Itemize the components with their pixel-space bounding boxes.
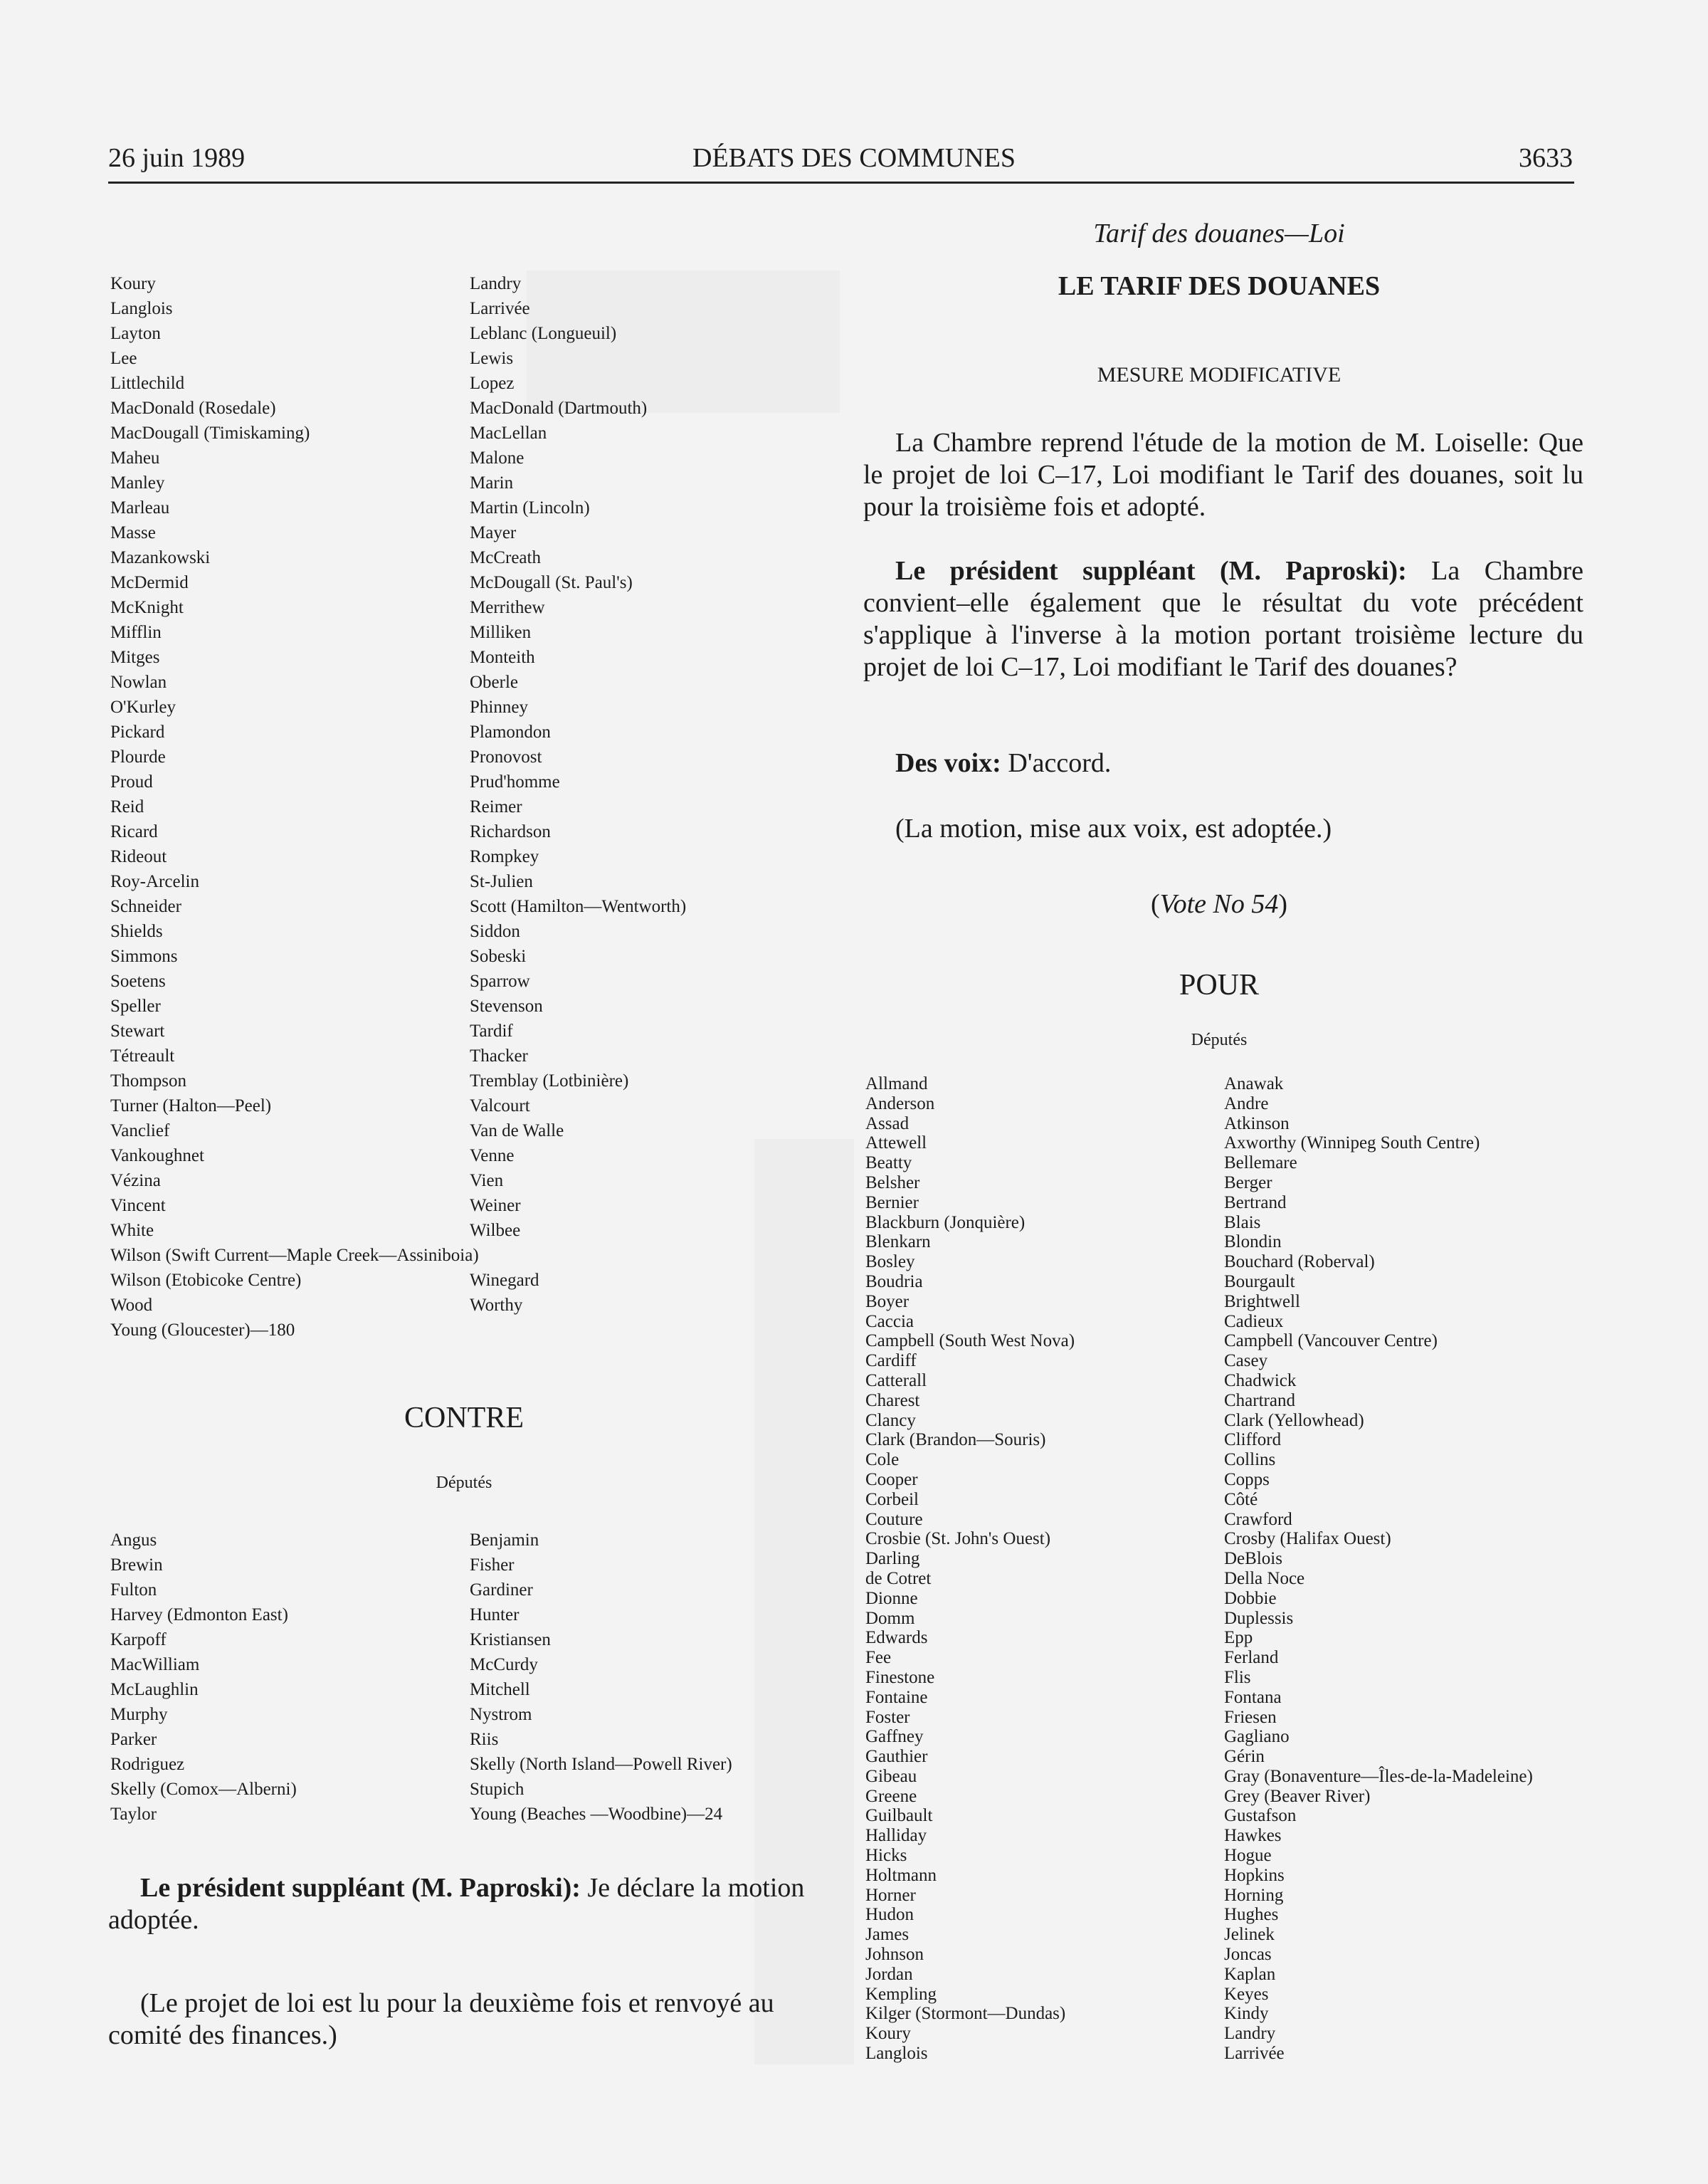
member-name: Clifford: [1224, 1430, 1282, 1450]
member-name: Rompkey: [470, 847, 539, 866]
voices-text: D'accord.: [1001, 748, 1112, 778]
member-name: MacDonald (Rosedale): [110, 399, 276, 418]
member-name: Foster: [865, 1707, 910, 1727]
pour-subtitle: Députés: [1191, 1031, 1248, 1049]
member-name: Ferland: [1224, 1648, 1279, 1668]
member-name: Bosley: [865, 1252, 915, 1272]
member-name: Oberle: [470, 673, 519, 692]
pour-list-col1: [865, 1074, 1075, 2064]
member-name: Hicks: [865, 1846, 907, 1866]
member-name: Speller: [110, 997, 161, 1016]
member-name: Blondin: [1224, 1232, 1282, 1252]
member-name: Assad: [865, 1113, 910, 1133]
member-name: Caccia: [865, 1311, 914, 1331]
member-name: Fisher: [470, 1555, 515, 1575]
member-name: Littlechild: [110, 374, 185, 393]
member-name: Axworthy (Winnipeg South Centre): [1224, 1133, 1480, 1153]
member-name: Mitges: [110, 648, 160, 667]
speaker-question: [863, 555, 1583, 683]
member-name: Siddon: [470, 922, 520, 941]
member-name: Andre: [1224, 1093, 1269, 1113]
speaker-declaration: [108, 1872, 831, 1936]
member-name: Sobeski: [470, 947, 527, 966]
member-name: Catterall: [865, 1370, 927, 1390]
member-name: Fulton: [110, 1580, 157, 1600]
member-name: Hudon: [865, 1905, 914, 1925]
member-name: McLaughlin: [110, 1680, 199, 1699]
member-name: Dobbie: [1224, 1588, 1277, 1608]
member-name: Casey: [1224, 1351, 1268, 1371]
member-name: James: [865, 1925, 910, 1945]
member-name: Dionne: [865, 1588, 918, 1608]
member-name: Johnson: [865, 1945, 924, 1965]
member-name: Brightwell: [1224, 1291, 1300, 1311]
contre-list-col2: [470, 1528, 732, 1827]
member-name: Lewis: [470, 349, 514, 368]
member-name: Anderson: [865, 1093, 935, 1113]
member-name: Horner: [865, 1885, 916, 1905]
member-name: Fee: [865, 1648, 892, 1668]
member-name: Epp: [1224, 1628, 1253, 1648]
member-name: Flis: [1224, 1667, 1251, 1687]
member-name: Gray (Bonaventure—Îles-de-la-Madeleine): [1224, 1766, 1533, 1786]
member-name: O'Kurley: [110, 698, 176, 717]
member-name: Masse: [110, 523, 156, 542]
member-name: Richardson: [470, 822, 551, 841]
member-name: Halliday: [865, 1826, 927, 1846]
member-name: Belsher: [865, 1172, 920, 1192]
member-name: Mifflin: [110, 623, 162, 642]
member-name: Lopez: [470, 374, 515, 393]
header-rule: [108, 182, 1574, 184]
member-name: Boyer: [865, 1291, 910, 1311]
member-name: Cadieux: [1224, 1311, 1284, 1331]
member-name: Valcourt: [470, 1096, 530, 1115]
member-name: Monteith: [470, 648, 535, 667]
member-name: Phinney: [470, 698, 528, 717]
member-name: Langlois: [865, 2044, 928, 2064]
member-name: Pickard: [110, 723, 165, 742]
member-name: Wilson (Swift Current—Maple Creek—Assiniboia): [110, 1246, 479, 1265]
member-name: Kristiansen: [470, 1630, 551, 1649]
member-name: Bernier: [865, 1192, 919, 1212]
member-name: Vincent: [110, 1196, 166, 1215]
member-name: Skelly (Comox—Alberni): [110, 1780, 297, 1799]
member-name: de Cotret: [865, 1568, 932, 1588]
member-name: Thacker: [470, 1046, 528, 1066]
member-name: Plamondon: [470, 723, 551, 742]
member-name: Atkinson: [1224, 1113, 1290, 1133]
member-name: Winegard: [470, 1271, 539, 1290]
member-name: Gustafson: [1224, 1806, 1297, 1826]
pour-list-col2: [1224, 1074, 1533, 2064]
motion-paragraph: La Chambre reprend l'étude de la motion de M. Loiselle: Que le projet de loi C–17, Loi modifiant le Tarif des douanes, soit lu pour la troisième fois et adopté.: [863, 428, 1583, 522]
member-name: Leblanc (Longueuil): [470, 324, 617, 343]
member-name: Venne: [470, 1146, 515, 1165]
member-name: Reimer: [470, 797, 522, 817]
member-name: Koury: [110, 274, 156, 293]
member-name: Landry: [470, 274, 522, 293]
member-name: MacWilliam: [110, 1655, 200, 1674]
member-name: Parker: [110, 1730, 157, 1749]
member-name: McKnight: [110, 598, 184, 617]
member-name: Benjamin: [470, 1531, 539, 1550]
header-date: 26 juin 1989: [108, 143, 246, 173]
section-subtitle: MESURE MODIFICATIVE: [1097, 363, 1341, 387]
member-name: Duplessis: [1224, 1608, 1294, 1628]
member-name: McDougall (St. Paul's): [470, 573, 633, 592]
member-name: Greene: [865, 1786, 917, 1806]
member-name: Corbeil: [865, 1489, 919, 1509]
member-name: Wilson (Etobicoke Centre): [110, 1271, 302, 1290]
running-title: Tarif des douanes—Loi: [1093, 219, 1345, 248]
member-name: Anawak: [1224, 1074, 1284, 1093]
contre-subtitle: Députés: [436, 1474, 492, 1492]
member-name: DeBlois: [1224, 1549, 1282, 1569]
speaker-question-text: La Chambre convient–elle également que le résultat du vote précédent s'applique à l'inverse à la motion portant troisième lecture du projet de loi C–17, Loi modifiant le Tarif des douanes?: [863, 556, 1583, 682]
member-name: Langlois: [110, 299, 173, 318]
member-name: Holtmann: [865, 1865, 937, 1885]
member-name: Crawford: [1224, 1509, 1292, 1529]
member-name: Turner (Halton—Peel): [110, 1096, 272, 1115]
member-name: Hopkins: [1224, 1865, 1285, 1885]
member-name: Blais: [1224, 1212, 1261, 1232]
member-name: Larrivée: [1224, 2044, 1285, 2064]
header-page-number: 3633: [1519, 143, 1573, 173]
member-name: Stewart: [110, 1022, 165, 1041]
member-name: Edwards: [865, 1628, 928, 1648]
member-name: Clark (Yellowhead): [1224, 1410, 1364, 1430]
member-name: Cardiff: [865, 1351, 917, 1371]
member-name: Young (Gloucester)—180: [110, 1321, 295, 1340]
member-name: Crosbie (St. John's Ouest): [865, 1529, 1051, 1549]
member-name: Chartrand: [1224, 1390, 1295, 1410]
member-name: Fontana: [1224, 1687, 1282, 1707]
member-name: Landry: [1224, 2024, 1276, 2044]
member-name: Roy-Arcelin: [110, 872, 199, 891]
member-name: Beatty: [865, 1153, 912, 1173]
member-name: Ricard: [110, 822, 158, 841]
member-name: Vézina: [110, 1171, 161, 1190]
member-name: Shields: [110, 922, 163, 941]
member-name: Larrivée: [470, 299, 530, 318]
voices-paragraph: [863, 747, 1583, 779]
member-name: Proud: [110, 772, 153, 792]
member-name: Keyes: [1224, 1984, 1269, 2004]
member-name: Jordan: [865, 1964, 913, 1984]
member-name: Gérin: [1224, 1747, 1265, 1767]
member-name: Darling: [865, 1549, 920, 1569]
member-name: McCurdy: [470, 1655, 538, 1674]
member-name: Van de Walle: [470, 1121, 564, 1140]
member-name: Campbell (South West Nova): [865, 1331, 1075, 1351]
member-name: Koury: [865, 2024, 911, 2044]
member-name: Tardif: [470, 1022, 513, 1041]
member-name: White: [110, 1221, 154, 1240]
member-name: Horning: [1224, 1885, 1284, 1905]
member-name: Bellemare: [1224, 1153, 1297, 1173]
member-name: Kilger (Stormont—Dundas): [865, 2004, 1066, 2024]
member-name: MacLellan: [470, 424, 547, 443]
member-name: McCreath: [470, 548, 541, 567]
member-name: Wood: [110, 1296, 153, 1315]
member-name: Cooper: [865, 1469, 918, 1489]
member-name: Wilbee: [470, 1221, 521, 1240]
vote-list-left-col2: [470, 271, 686, 1318]
speaker-text: Je déclare la motion adoptée.: [108, 1873, 805, 1935]
member-name: Layton: [110, 324, 161, 343]
member-name: Collins: [1224, 1450, 1276, 1470]
member-name: Bouchard (Roberval): [1224, 1252, 1375, 1272]
vote-number-label: Vote No 54: [1159, 889, 1279, 919]
member-name: Fontaine: [865, 1687, 928, 1707]
member-name: Brewin: [110, 1555, 163, 1575]
member-name: Tétreault: [110, 1046, 175, 1066]
member-name: Gauthier: [865, 1747, 928, 1767]
member-name: Thompson: [110, 1071, 186, 1091]
member-name: Couture: [865, 1509, 923, 1529]
member-name: Skelly (North Island—Powell River): [470, 1755, 732, 1774]
member-name: MacDougall (Timiskaming): [110, 424, 310, 443]
member-name: Sparrow: [470, 972, 530, 991]
contre-list-col1: [110, 1528, 297, 1827]
member-name: Marleau: [110, 498, 170, 518]
member-name: Hawkes: [1224, 1826, 1282, 1846]
member-name: Marin: [470, 473, 514, 493]
member-name: Chadwick: [1224, 1370, 1297, 1390]
member-name: Milliken: [470, 623, 532, 642]
member-name: Kempling: [865, 1984, 937, 2004]
member-name: Bertrand: [1224, 1192, 1287, 1212]
member-name: Martin (Lincoln): [470, 498, 590, 518]
member-name: Bourgault: [1224, 1271, 1295, 1291]
member-name: Stevenson: [470, 997, 543, 1016]
member-name: Gagliano: [1224, 1727, 1290, 1747]
member-name: Soetens: [110, 972, 166, 991]
member-name: Tremblay (Lotbinière): [470, 1071, 629, 1091]
member-name: Reid: [110, 797, 144, 817]
member-name: Clancy: [865, 1410, 916, 1430]
member-name: Harvey (Edmonton East): [110, 1605, 288, 1624]
member-name: Mazankowski: [110, 548, 211, 567]
member-name: Karpoff: [110, 1630, 167, 1649]
member-name: Rideout: [110, 847, 167, 866]
vote-number: (Vote No 54): [1150, 889, 1288, 919]
member-name: Vanclief: [110, 1121, 170, 1140]
member-name: Pronovost: [470, 747, 542, 767]
member-name: Blackburn (Jonquière): [865, 1212, 1026, 1232]
header-title: DÉBATS DES COMMUNES: [692, 143, 1016, 173]
member-name: McDermid: [110, 573, 189, 592]
member-name: Schneider: [110, 897, 181, 916]
member-name: Malone: [470, 448, 524, 468]
contre-title: CONTRE: [404, 1402, 524, 1434]
member-name: Scott (Hamilton—Wentworth): [470, 897, 687, 916]
member-name: Domm: [865, 1608, 915, 1628]
member-name: Boudria: [865, 1271, 923, 1291]
main-title: LE TARIF DES DOUANES: [1058, 271, 1381, 301]
voices-label: Des voix:: [895, 748, 1001, 778]
speaker-name: Le président suppléant (M. Paproski):: [895, 556, 1407, 586]
motion-adopted-note: (La motion, mise aux voix, est adoptée.): [895, 814, 1332, 844]
member-name: [470, 1243, 686, 1268]
member-name: Guilbault: [865, 1806, 933, 1826]
member-name: Vien: [470, 1171, 504, 1190]
member-name: Campbell (Vancouver Centre): [1224, 1331, 1438, 1351]
speaker-name: Le président suppléant (M. Paproski):: [140, 1873, 581, 1903]
member-name: Clark (Brandon—Souris): [865, 1430, 1046, 1450]
member-name: Mayer: [470, 523, 517, 542]
member-name: Nystrom: [470, 1705, 532, 1724]
member-name: Charest: [865, 1390, 920, 1410]
member-name: Worthy: [470, 1296, 523, 1315]
member-name: Maheu: [110, 448, 160, 468]
member-name: Gardiner: [470, 1580, 533, 1600]
member-name: Copps: [1224, 1469, 1270, 1489]
member-name: Attewell: [865, 1133, 927, 1153]
member-name: Young (Beaches —Woodbine)—24: [470, 1805, 723, 1824]
member-name: Plourde: [110, 747, 166, 767]
member-name: Hughes: [1224, 1905, 1279, 1925]
closing-note: (Le projet de loi est lu pour la deuxième fois et renvoyé au comité des finances.): [108, 1988, 774, 2050]
member-name: Mitchell: [470, 1680, 530, 1699]
pour-title: POUR: [1179, 969, 1260, 1002]
member-name: Blenkarn: [865, 1232, 931, 1252]
member-name: Allmand: [865, 1074, 928, 1093]
member-name: Hogue: [1224, 1846, 1272, 1866]
member-name: Stupich: [470, 1780, 524, 1799]
member-name: Lee: [110, 349, 137, 368]
member-name: Friesen: [1224, 1707, 1277, 1727]
member-name: Jelinek: [1224, 1925, 1275, 1945]
member-name: Grey (Beaver River): [1224, 1786, 1371, 1806]
member-name: Angus: [110, 1531, 157, 1550]
member-name: Kindy: [1224, 2004, 1269, 2024]
member-name: Kaplan: [1224, 1964, 1276, 1984]
member-name: Hunter: [470, 1605, 520, 1624]
member-name: St-Julien: [470, 872, 533, 891]
member-name: Côté: [1224, 1489, 1258, 1509]
member-name: Gaffney: [865, 1727, 924, 1747]
member-name: Murphy: [110, 1705, 168, 1724]
member-name: Manley: [110, 473, 165, 493]
member-name: Weiner: [470, 1196, 521, 1215]
member-name: Crosby (Halifax Ouest): [1224, 1529, 1391, 1549]
member-name: Taylor: [110, 1805, 157, 1824]
member-name: MacDonald (Dartmouth): [470, 399, 648, 418]
vote-list-left-col1: [110, 271, 479, 1343]
member-name: Rodriguez: [110, 1755, 185, 1774]
member-name: Joncas: [1224, 1945, 1272, 1965]
member-name: Della Noce: [1224, 1568, 1305, 1588]
member-name: Cole: [865, 1450, 900, 1470]
member-name: Simmons: [110, 947, 178, 966]
member-name: Vankoughnet: [110, 1146, 204, 1165]
member-name: Finestone: [865, 1667, 935, 1687]
member-name: Berger: [1224, 1172, 1272, 1192]
member-name: Prud'homme: [470, 772, 560, 792]
member-name: Riis: [470, 1730, 499, 1749]
member-name: Gibeau: [865, 1766, 917, 1786]
member-name: Merrithew: [470, 598, 545, 617]
member-name: Nowlan: [110, 673, 167, 692]
